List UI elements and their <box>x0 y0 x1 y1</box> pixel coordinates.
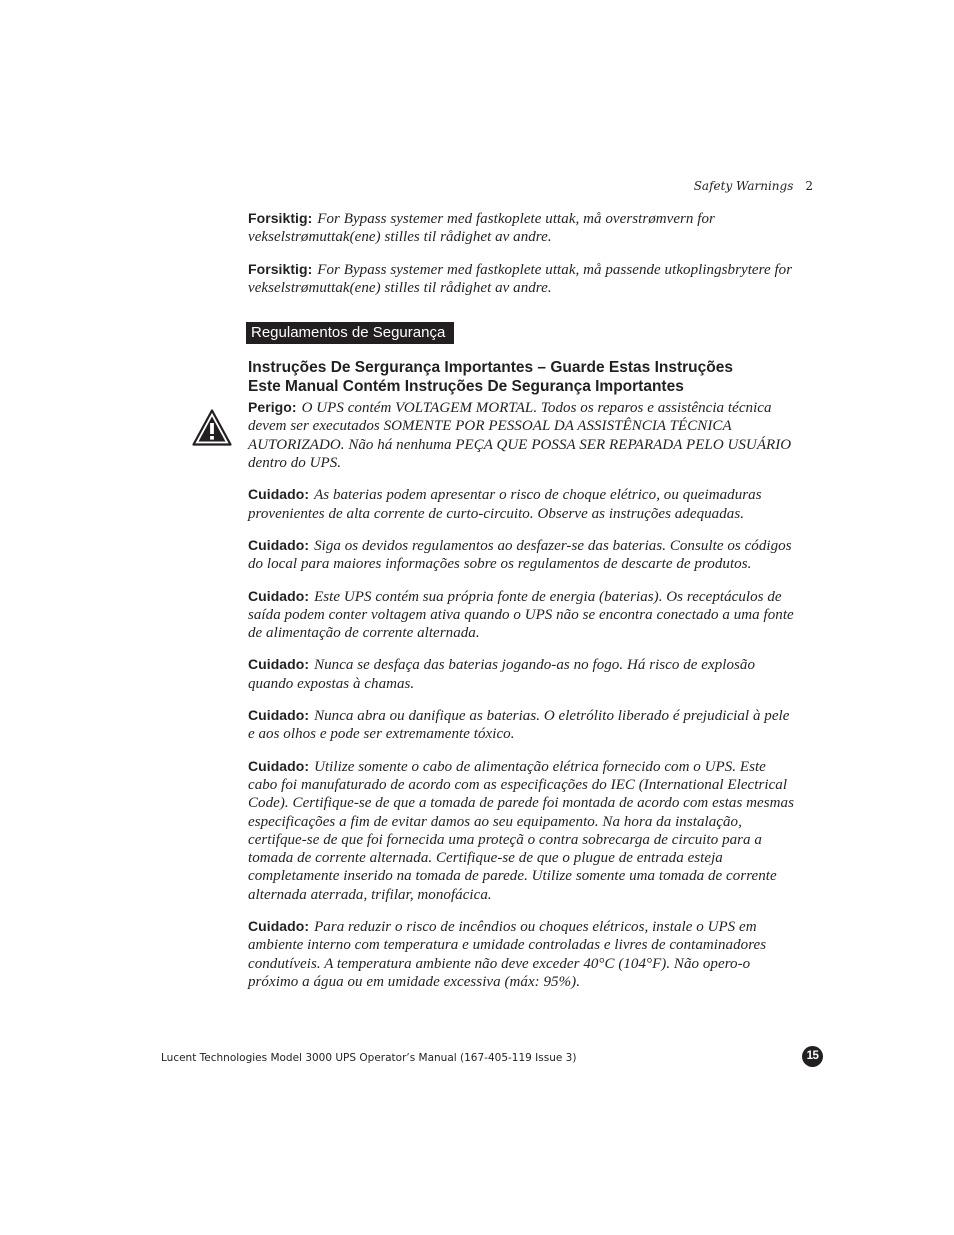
cuidado-paragraph-4 <box>248 655 796 693</box>
safety-subheading <box>248 358 796 396</box>
cuidado-paragraph-7 <box>248 917 796 991</box>
paragraph-label: Cuidado: <box>248 707 310 724</box>
paragraph-text: O UPS contém VOLTAGEM MORTAL. Todos os reparos e assistência técnica devem ser executados SOMENTE POR PESSOAL DA ASSISTÊNCIA TÉCNICA AUTORIZADO. Não há nenhuma PEÇA QUE POSSA SER REPARADA PELO USUÁRIO dentro do UPS. <box>248 400 792 472</box>
paragraph-label: Cuidado: <box>248 757 310 774</box>
paragraph-label: Forsiktig: <box>248 210 313 226</box>
page-number-badge: 15 <box>802 1046 823 1067</box>
paragraph-text: Siga os devidos regulamentos ao desfazer-se das baterias. Consulte os códigos do local para maiores informações sobre os regulamentos de descarte de produtos. <box>248 537 792 573</box>
paragraph-text: Este UPS contém sua própria fonte de energia (baterias). Os receptáculos de saída podem conter voltagem ativa quando o UPS não se encontra conectado a uma fonte de alimentação de corrente alternada. <box>248 588 794 642</box>
cuidado-paragraph-5 <box>248 706 796 744</box>
paragraph-label: Perigo: <box>248 399 297 416</box>
running-header-page-number: 2 <box>805 179 813 193</box>
running-header <box>694 179 813 193</box>
subheading-line-1: Instruções De Sergurança Importantes – Guarde Estas Instruções <box>248 359 733 377</box>
paragraph-label: Forsiktig: <box>248 260 313 277</box>
paragraph-text: For Bypass systemer med fastkoplete uttak, må overstrømvern for vekselstrømuttak(ene) stilles til rådighet av andre. <box>248 211 715 246</box>
paragraph-text: For Bypass systemer med fastkoplete uttak, må passende utkoplingsbrytere for vekselstrømuttak(ene) stilles til rådighet av andre. <box>248 261 793 296</box>
page-content <box>248 209 796 1004</box>
paragraph-label: Cuidado: <box>248 656 310 673</box>
caution-paragraph-2 <box>248 260 796 298</box>
paragraph-text: Nunca se desfaça das baterias jogando-as no fogo. Há risco de explosão quando expostas à chamas. <box>248 657 756 692</box>
warning-triangle-icon <box>192 409 232 447</box>
section-heading: Regulamentos de Segurança <box>246 322 454 344</box>
paragraph-text: Utilize somente o cabo de alimentação elétrica fornecido com o UPS. Este cabo foi manufaturado de acordo com as especificações do IEC (International Electrical Code). Certifique-se de que a tomada de parede foi montada de acordo com estas mesmas especificações a fim de evitar damos ao seu equipamento. Na hora da instalação, certifque-se de que foi fornecida uma proteçã o contra sobrecarga de circuito para a tomada de corrente alternada. Certifique-se de que o plugue de entrada esteja completamente inserido na tomada de parede. Utilize somente uma tomada de corrente alternada aterrada, trifilar, monofácica. <box>248 758 794 903</box>
cuidado-paragraph-3 <box>248 587 796 643</box>
cuidado-paragraph-1 <box>248 485 796 523</box>
caution-paragraph-1 <box>248 209 796 247</box>
cuidado-paragraph-6 <box>248 757 796 904</box>
danger-paragraph <box>248 398 796 472</box>
paragraph-label: Cuidado: <box>248 536 310 553</box>
paragraph-label: Cuidado: <box>248 918 310 935</box>
paragraph-text: Nunca abra ou danifique as baterias. O eletrólito liberado é prejudicial à pele e aos olhos e pode ser extremamente tóxico. <box>248 708 790 743</box>
running-header-title: Safety Warnings <box>693 179 794 193</box>
paragraph-text: As baterias podem apresentar o risco de choque elétrico, ou queimaduras provenientes de alta corrente de curto-circuito. Observe as instruções adequadas. <box>248 487 762 522</box>
paragraph-text: Para reduzir o risco de incêndios ou choques elétricos, instale o UPS em ambiente interno com temperatura e umidade controladas e livres de contaminadores condutíveis. A temperatura ambiente não deve exceder 40°C (104°F). Não opero-o próximo a água ou em umidade excessiva (máx: 95%). <box>248 919 767 990</box>
cuidado-paragraph-2 <box>248 536 796 574</box>
footer-manual-title: Lucent Technologies Model 3000 UPS Operator’s Manual (167-405-119 Issue 3) <box>161 1052 577 1064</box>
subheading-line-2: Este Manual Contém Instruções De Segurança Importantes <box>248 378 684 396</box>
paragraph-label: Cuidado: <box>248 587 310 604</box>
paragraph-label: Cuidado: <box>248 486 310 503</box>
